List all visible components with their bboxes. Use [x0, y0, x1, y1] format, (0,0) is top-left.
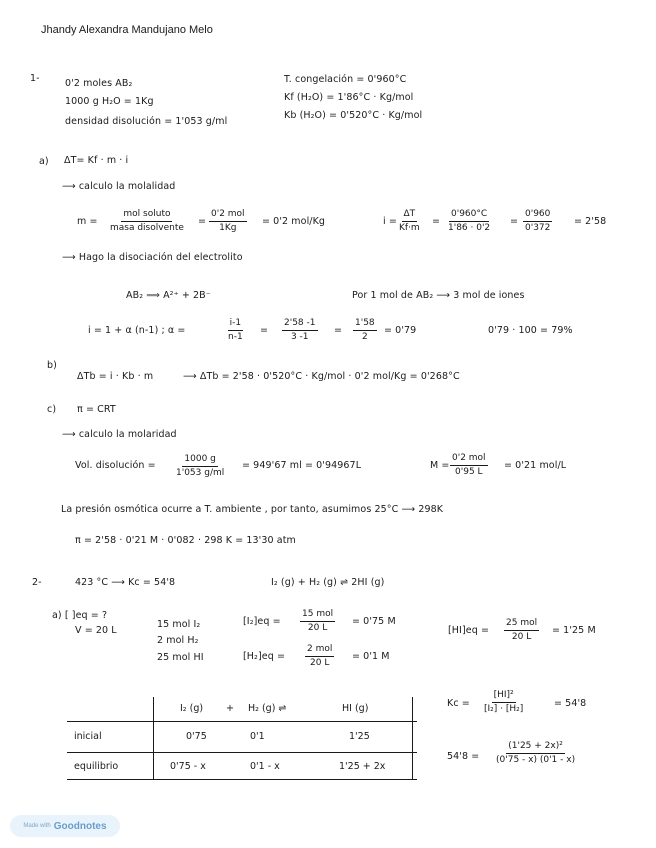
alpha-f1-denominator: n-1	[228, 332, 243, 342]
table-cell-initial-h2: 0'1	[250, 731, 265, 742]
molality-f1-numerator: mol soluto	[121, 209, 172, 222]
vanthoff-f1-numerator: ΔT	[402, 209, 418, 222]
moles-h2: 2 mol H₂	[157, 635, 199, 646]
volume-fraction	[174, 454, 226, 479]
table-row-label-equilibrium: equilibrio	[74, 761, 119, 772]
i2-eq-denominator: 20 L	[307, 623, 328, 633]
alpha-result: = 0'79	[384, 325, 417, 336]
table-col-divider-2	[412, 697, 413, 779]
h2-eq-result: = 0'1 M	[352, 651, 390, 662]
boiling-calculation: ⟶ ΔTb = 2'58 · 0'520°C · Kg/mol · 0'2 mol/Kg = 0'268°C	[183, 371, 460, 382]
vanthoff-f2-numerator: 0'960°C	[449, 209, 489, 222]
osmotic-note: La presión osmótica ocurre a T. ambiente , por tanto, asumimos 25°C ⟶ 298K	[61, 504, 444, 515]
table-row-rule	[67, 752, 417, 753]
volume-value: V = 20 L	[75, 625, 117, 636]
moles-i2: 15 mol I₂	[157, 619, 201, 630]
dissociation-equation: AB₂ ⟹ A²⁺ + 2B⁻	[126, 290, 211, 301]
h2-eq-numerator: 2 mol	[305, 644, 334, 657]
kc-result: = 54'8	[554, 698, 587, 709]
part-a-label: a)	[39, 156, 49, 167]
kc-fraction	[482, 690, 525, 715]
h2-eq-denominator: 20 L	[310, 658, 330, 668]
author-name: Jhandy Alexandra Mandujano Melo	[41, 24, 213, 36]
table-header-i2: I₂ (g)	[180, 703, 204, 714]
badge-brand: Goodnotes	[53, 820, 107, 832]
vanthoff-f2-denominator: 1'86 · 0'2	[448, 223, 491, 233]
equation-numerator: (1'25 + 2x)²	[506, 741, 565, 754]
data-left-3: densidad disolución = 1'053 g/ml	[65, 116, 228, 127]
data-left-1: 0'2 moles AB₂	[65, 78, 133, 89]
molarity-fraction	[450, 453, 488, 478]
problem-2-number: 2-	[32, 577, 42, 588]
moles-hi: 25 mol HI	[157, 652, 204, 663]
vanthoff-eq2: =	[510, 216, 519, 227]
volume-lhs: Vol. disolución =	[75, 460, 156, 471]
vanthoff-lhs: i =	[383, 216, 397, 227]
table-cell-eq-h2: 0'1 - x	[250, 761, 280, 772]
table-header-plus: +	[226, 703, 234, 714]
molarity-f-denominator: 0'95 L	[455, 467, 483, 477]
freezing-formula: ΔT= Kf · m · i	[64, 155, 129, 166]
molality-f2-denominator: 1Kg	[219, 223, 237, 233]
table-header-h2: H₂ (g) ⇌	[248, 703, 287, 714]
molarity-result: = 0'21 mol/L	[504, 460, 567, 471]
part-2a-label: a) [ ]eq = ?	[52, 610, 108, 621]
osmotic-formula: π = CRT	[77, 404, 116, 415]
table-cell-eq-i2: 0'75 - x	[170, 761, 206, 772]
goodnotes-badge	[10, 815, 120, 837]
molality-fraction-1	[108, 209, 186, 234]
step-molarity: ⟶ calculo la molaridad	[62, 429, 177, 440]
h2-eq-fraction	[305, 644, 334, 669]
table-header-hi: HI (g)	[342, 703, 369, 714]
alpha-lhs: i = 1 + α (n-1) ; α =	[88, 325, 186, 336]
vanthoff-f3-numerator: 0'960	[523, 209, 552, 222]
part-b-label: b)	[47, 360, 57, 371]
equation-lhs: 54'8 =	[447, 751, 480, 762]
alpha-eq1: =	[260, 325, 269, 336]
i2-eq-lhs: [I₂]eq =	[243, 616, 281, 627]
molarity-f-numerator: 0'2 mol	[450, 453, 488, 466]
alpha-f3-denominator: 2	[361, 332, 368, 342]
table-col-divider-1	[153, 697, 154, 779]
equation-denominator: (0'75 - x) (0'1 - x)	[496, 755, 576, 765]
table-header-rule	[67, 721, 417, 722]
vanthoff-f3-denominator: 0'372	[525, 223, 551, 233]
volume-result: = 949'67 ml = 0'94967L	[242, 460, 362, 471]
hi-eq-numerator: 25 mol	[504, 618, 539, 631]
table-cell-initial-i2: 0'75	[186, 731, 207, 742]
vanthoff-result: = 2'58	[574, 216, 607, 227]
table-bottom-rule	[67, 779, 417, 780]
molality-f2-numerator: 0'2 mol	[209, 209, 247, 222]
kc-header: 423 °C ⟶ Kc = 54'8	[75, 577, 176, 588]
table-row-label-initial: inicial	[74, 731, 102, 742]
step-dissociation: ⟶ Hago la disociación del electrolito	[62, 252, 243, 263]
table-cell-eq-hi: 1'25 + 2x	[339, 761, 386, 772]
osmotic-calculation: π = 2'58 · 0'21 M · 0'082 · 298 K = 13'30 atm	[75, 535, 296, 546]
alpha-percent: 0'79 · 100 = 79%	[488, 325, 573, 336]
kc-denominator: [I₂] · [H₂]	[484, 704, 524, 714]
i2-eq-numerator: 15 mol	[300, 609, 335, 622]
molality-eq: =	[198, 216, 207, 227]
data-right-2: Kf (H₂O) = 1'86°C · Kg/mol	[284, 92, 414, 103]
molality-lhs: m =	[77, 216, 98, 227]
hi-eq-lhs: [HI]eq =	[448, 625, 490, 636]
alpha-f3-numerator: 1'58	[353, 318, 377, 331]
hi-eq-denominator: 20 L	[511, 632, 532, 642]
vanthoff-fraction-2	[446, 209, 492, 234]
i2-eq-fraction	[300, 609, 335, 634]
kc-numerator: [HI]²	[492, 690, 516, 703]
part-c-label: c)	[47, 404, 57, 415]
data-right-3: Kb (H₂O) = 0'520°C · Kg/mol	[284, 110, 423, 121]
dissociation-note: Por 1 mol de AB₂ ⟶ 3 mol de iones	[352, 290, 525, 301]
volume-f-denominator: 1'053 g/ml	[176, 468, 225, 478]
kc-lhs: Kc =	[447, 698, 470, 709]
equation-fraction	[494, 741, 577, 766]
alpha-fraction-3	[353, 318, 377, 343]
vanthoff-f1-denominator: Kf·m	[399, 223, 420, 233]
alpha-f2-numerator: 2'58 -1	[282, 318, 318, 331]
data-right-1: T. congelación = 0'960°C	[284, 74, 407, 85]
i2-eq-result: = 0'75 M	[352, 616, 396, 627]
molality-fraction-2	[209, 209, 247, 234]
alpha-f1-numerator: i-1	[228, 318, 243, 331]
alpha-eq2: =	[334, 325, 343, 336]
step-molality: ⟶ calculo la molalidad	[62, 181, 176, 192]
hi-eq-fraction	[504, 618, 539, 643]
volume-f-numerator: 1000 g	[182, 454, 217, 467]
vanthoff-fraction-1	[397, 209, 422, 234]
alpha-fraction-1	[226, 318, 245, 343]
boiling-formula: ΔTb = i · Kb · m	[77, 371, 154, 382]
vanthoff-fraction-3	[523, 209, 552, 234]
alpha-f2-denominator: 3 -1	[290, 332, 309, 342]
h2-eq-lhs: [H₂]eq =	[243, 651, 286, 662]
table-cell-initial-hi: 1'25	[349, 731, 370, 742]
vanthoff-eq1: =	[432, 216, 441, 227]
badge-made-with: Made with	[23, 823, 51, 829]
hi-eq-result: = 1'25 M	[552, 625, 596, 636]
molarity-lhs: M =	[430, 460, 450, 471]
molality-f1-denominator: masa disolvente	[110, 223, 184, 233]
data-left-2: 1000 g H₂O = 1Kg	[65, 96, 154, 107]
reaction-equation: I₂ (g) + H₂ (g) ⇌ 2HI (g)	[271, 577, 385, 588]
molality-result: = 0'2 mol/Kg	[262, 216, 326, 227]
problem-1-number: 1-	[30, 73, 40, 84]
alpha-fraction-2	[282, 318, 318, 343]
